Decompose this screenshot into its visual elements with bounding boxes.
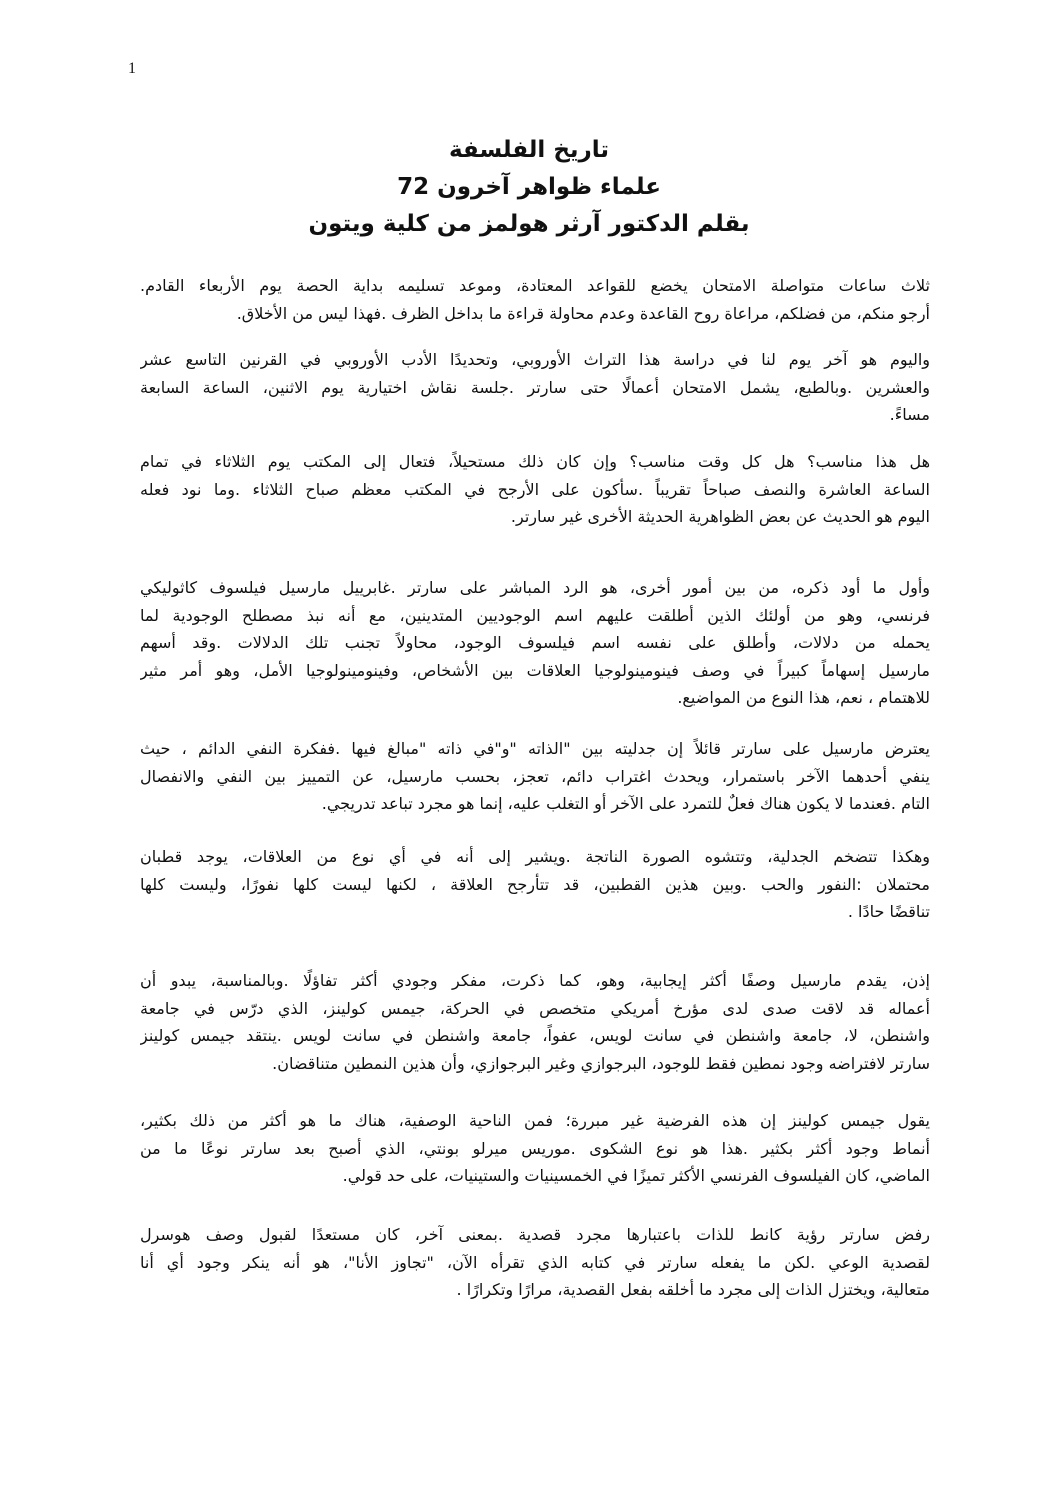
text-line: إذن، يقدم مارسيل وصفًا أكثر إيجابية، وهو، كما ذكرت، مفكر وجودي أكثر تفاؤلًا .وبالمناسبة، يبدو أن: [140, 971, 930, 990]
text-line: أرجو منكم، من فضلكم، مراعاة روح القاعدة وعدم محاولة قراءة ما بداخل الظرف .فهذا ليس من الأخلاق.: [236, 303, 930, 323]
title-lecture: علماء ظواهر آخرون 72: [397, 174, 661, 200]
text-line: اليوم هو الحديث عن بعض الظواهرية الحديثة الأخرى غير سارتر.: [510, 507, 930, 526]
paragraph-6: [140, 843, 930, 926]
text-line: مساءً.: [889, 405, 930, 424]
text-line: رفض سارتر رؤية كانط للذات باعتبارها مجرد قصدية .بمعنى آخر، كان مستعدًا لقبول وصف هوسرل: [140, 1225, 930, 1244]
paragraph-1: [140, 272, 930, 327]
text-line: سارتر لافتراضه وجود نمطين فقط للوجود، البرجوازي وغير البرجوازي، وأن هذين النمطين متناقضان.: [272, 1053, 930, 1073]
text-line: ثلاث ساعات متواصلة الامتحان يخضع للقواعد المعتادة، وموعد تسليمه بداية الحصة يوم الأربعاء القادم.: [140, 276, 930, 295]
paragraph-9: [140, 1221, 930, 1304]
text-line: يحمله من دلالات، وأطلق على نفسه اسم فيلسوف الوجود، محاولاً تجنب تلك الدلالات .وقد أسهم: [140, 633, 930, 652]
text-line: يقول جيمس كولينز إن هذه الفرضية غير مبررة؛ فمن الناحية الوصفية، هناك ما هو أكثر من ذلك بكثير،: [140, 1111, 930, 1130]
text-line: يعترض مارسيل على سارتر قائلاً إن جدليته بين "الذاته "و"في ذاته "مبالغ فيها .ففكرة النفي الدائم ، حيث: [140, 739, 930, 758]
paragraph-7: [140, 967, 930, 1077]
text-line: الساعة العاشرة والنصف صباحاً تقريباً .سأكون على الأرجح في المكتب معظم صباح الثلاثاء .وما نود فعله: [140, 479, 930, 499]
text-line: متعالية، ويختزل الذات إلى مجرد ما أخلقه بفعل القصدية، مرارًا وتكرارًا .: [456, 1280, 930, 1299]
text-line: أنماط وجود أكثر بكثير .هذا هو نوع الشكوى .موريس ميرلو بونتي، الذي أصبح بعد سارتر نوعًا ما من: [140, 1138, 930, 1158]
text-line: الماضي، كان الفيلسوف الفرنسي الأكثر تميزًا في الخمسينيات والستينيات، على حد قولي.: [342, 1166, 930, 1185]
text-line: هل هذا مناسب؟ هل كل وقت مناسب؟ وإن كان ذلك مستحيلاً، فتعال إلى المكتب يوم الثلاثاء في تمام: [140, 452, 930, 471]
document-title-block: [0, 132, 1058, 243]
title-course: تاريخ الفلسفة: [448, 137, 610, 163]
text-line: وأول ما أود ذكره، من بين أمور أخرى، هو الرد المباشر على سارتر .غابرييل مارسيل فيلسوف كاثوليكي: [140, 578, 930, 597]
paragraph-4: [140, 574, 930, 712]
text-line: وهكذا تتضخم الجدلية، وتتشوه الصورة الناتجة .ويشير إلى أنه في أي نوع من العلاقات، يوجد قطبان: [140, 847, 930, 866]
text-line: لقصدية الوعي .لكن ما يفعله سارتر في كتابه الذي تقرأه الآن، "تجاوز الأنا"، هو أنه ينكر وجود أي أنا: [140, 1252, 930, 1272]
text-line: مارسيل إسهاماً كبيراً في وصف فينومينولوجيا العلاقات بين الأشخاص، وفينومينولوجيا الأمل، وهو أمر مثير: [140, 660, 930, 680]
text-line: ينفي أحدهما الآخر باستمرار، ويحدث اغتراب دائم، تعجز، بحسب مارسيل، عن التمييز بين النفي والانفصال: [140, 766, 930, 786]
text-line: محتملان :النفور والحب .وبين هذين القطبين، قد تتأرجح العلاقة ، لكنها ليست كلها نفورًا، وليست كلها: [140, 874, 930, 894]
text-line: والعشرين .وبالطبع، يشمل الامتحان أعمالًا حتى سارتر .جلسة نقاش اختيارية يوم الاثنين، الساعة السابعة: [140, 377, 930, 397]
paragraph-2: [140, 346, 930, 429]
text-line: واشنطن، لا، جامعة واشنطن في سانت لويس، عفواً، جامعة واشنطن في سانت لويس .ينتقد جيمس كولينز: [140, 1026, 930, 1045]
text-line: فرنسي، وهو من أولئك الذين أطلقت عليهم اسم الوجوديين المتدينين، مع أنه نبذ مصطلح الوجودية لما: [140, 605, 930, 625]
paragraph-5: [140, 735, 930, 818]
text-line: للاهتمام ، نعم، هذا النوع من المواضيع.: [677, 688, 930, 707]
page-number: 1: [128, 60, 136, 77]
text-line: التام .فعندما لا يكون هناك فعلٌ للتمرد على الآخر أو التغلب عليه، إنما هو مجرد تباعد تدريجي.: [321, 794, 930, 813]
text-line: تناقضًا حادًا .: [847, 902, 930, 921]
paragraph-3: [140, 448, 930, 531]
paragraph-8: [140, 1107, 930, 1190]
title-author: بقلم الدكتور آرثر هولمز من كلية ويتون: [308, 211, 750, 237]
text-line: أعماله قد لاقت صدى لدى مؤرخ أمريكي متخصص في الحركة، جيمس كولينز، الذي درّس في جامعة: [140, 998, 930, 1018]
text-line: واليوم هو آخر يوم لنا في دراسة هذا التراث الأوروبي، وتحديدًا الأدب الأوروبي في القرنين التاسع عشر: [140, 350, 930, 369]
